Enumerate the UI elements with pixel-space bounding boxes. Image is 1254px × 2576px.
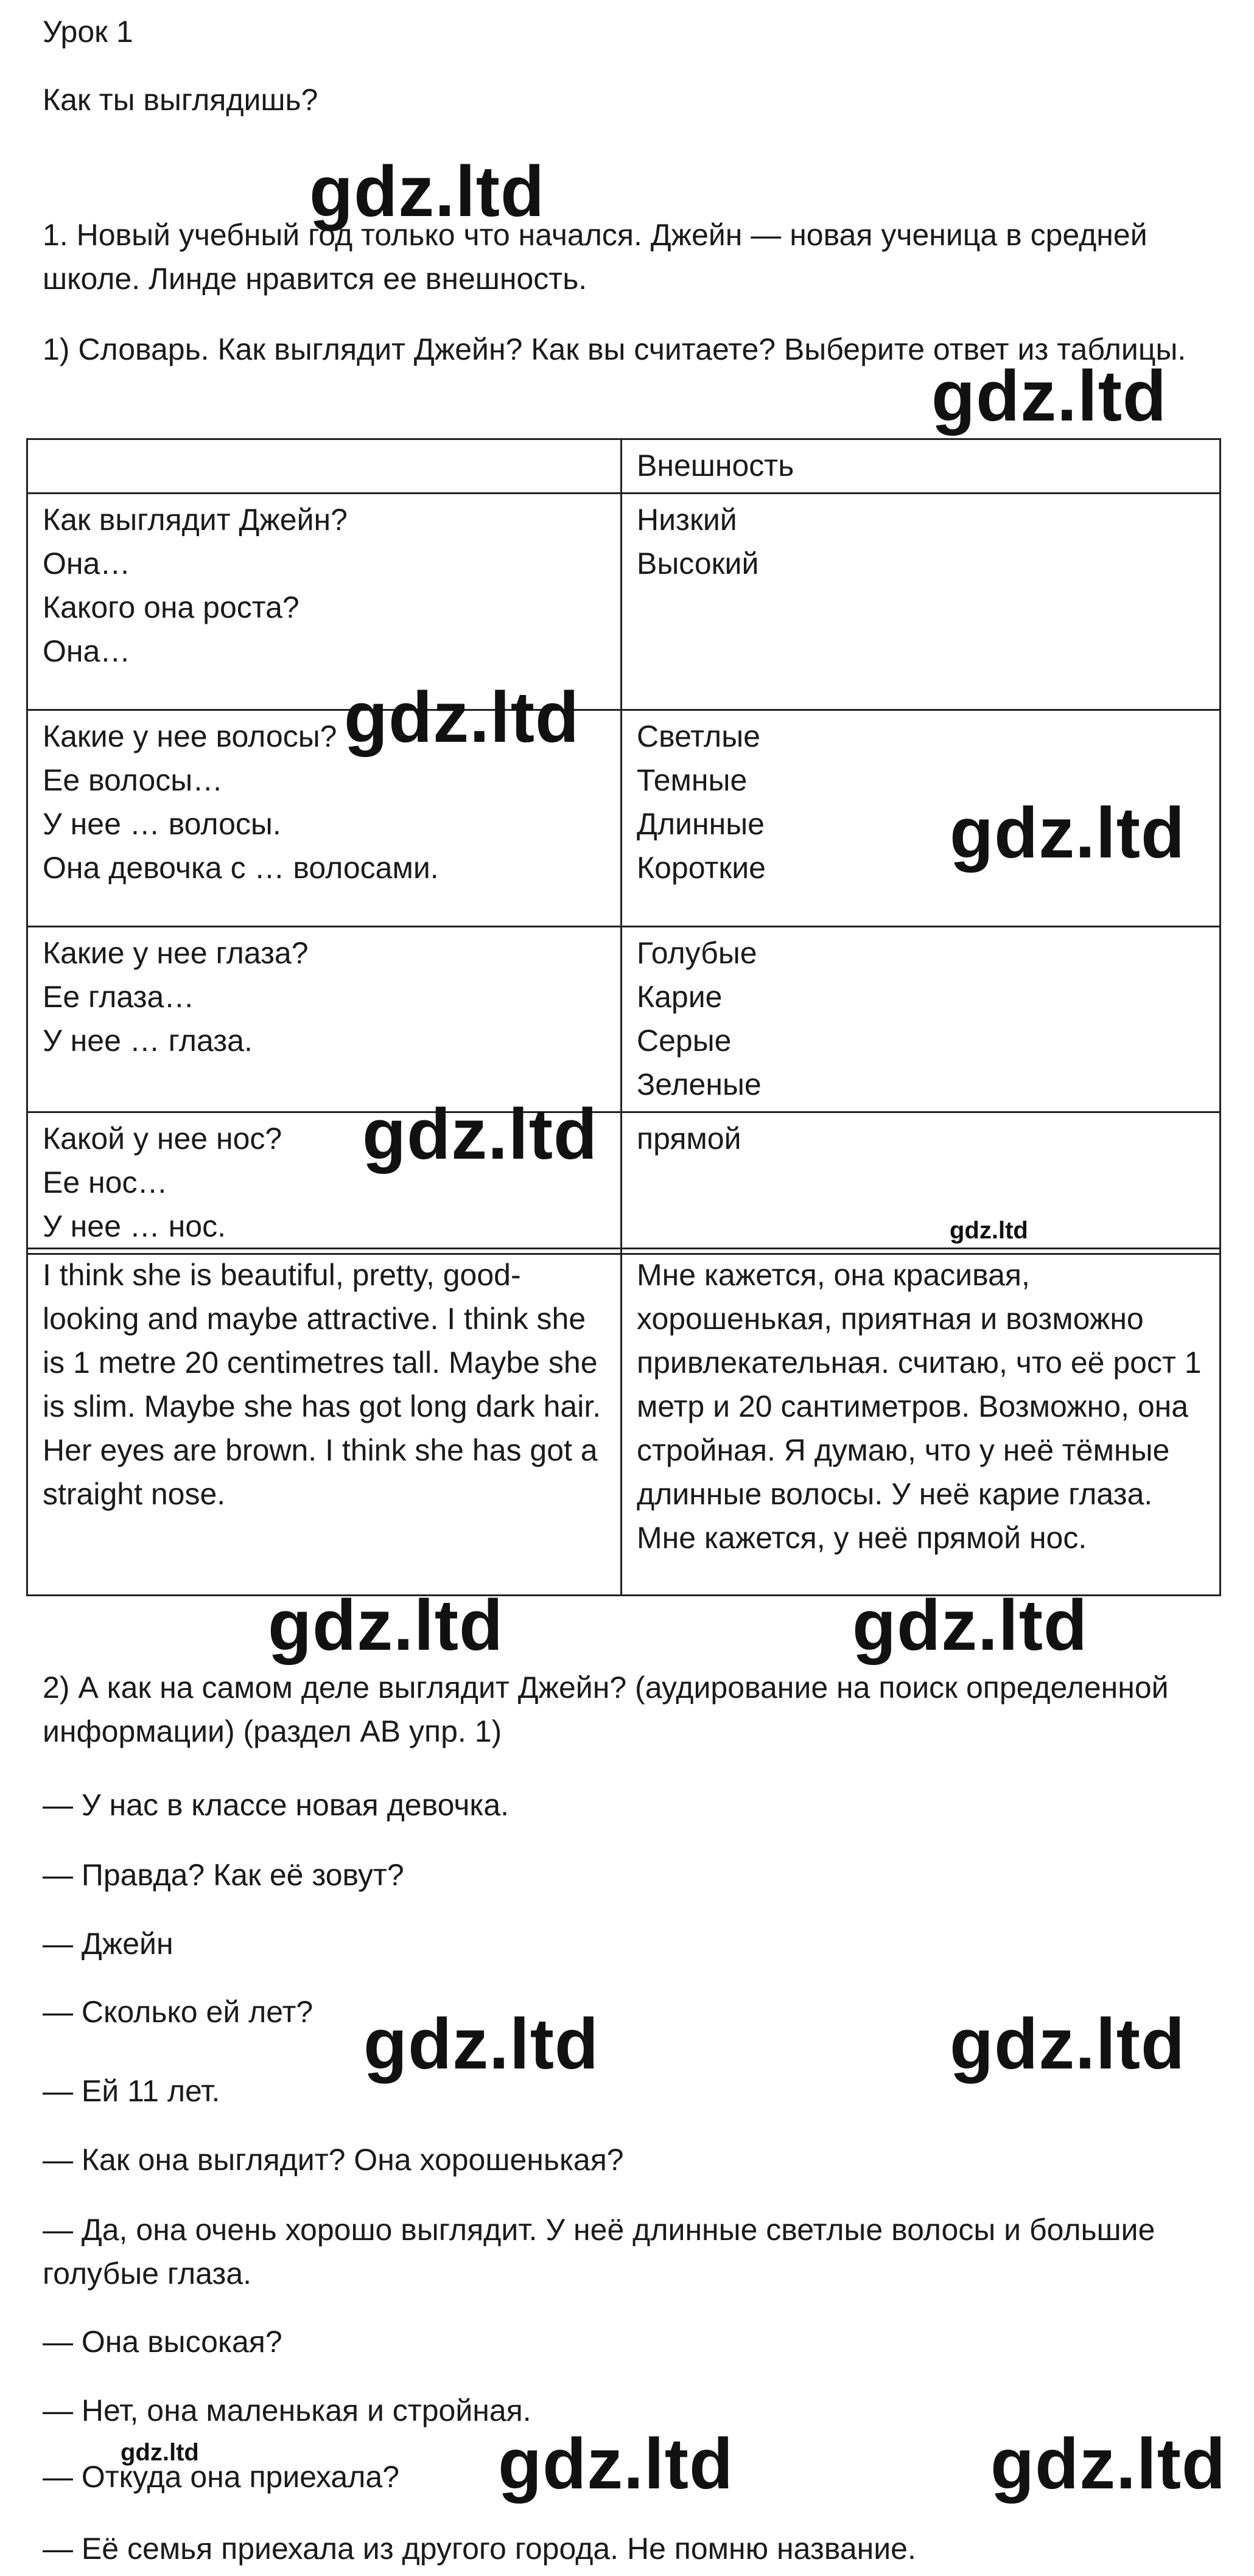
vocab-questions-cell (27, 710, 622, 927)
answer-line: Короткие (637, 851, 766, 885)
question-line: Какого она роста? (43, 590, 299, 624)
watermark: gdz.ltd (344, 677, 580, 758)
lesson-subtitle: Как ты выглядишь? (43, 83, 318, 117)
watermark: gdz.ltd (268, 1585, 504, 1666)
table-row (27, 710, 1221, 927)
table-row (27, 927, 1221, 1112)
question-line: Ее глаза… (43, 980, 195, 1014)
table-row (27, 1112, 1221, 1254)
vocab-questions-cell (27, 927, 622, 1112)
question-line: Какие у нее глаза? (43, 936, 309, 970)
question-line: Она… (43, 546, 131, 581)
question-line: Она девочка с … волосами. (43, 851, 439, 885)
task1-intro: 1. Новый учебный год только что начался. Джейн — новая ученица в средней школе. Линде нравится ее внешность. (43, 218, 1147, 296)
question-line: Какие у нее волосы? (43, 719, 337, 753)
vocab-answers-cell (622, 1112, 1221, 1254)
dialogue-line: — Да, она очень хорошо выглядит. У неё длинные светлые волосы и большие голубые глаза. (43, 2213, 1155, 2291)
question-line: У нее … глаза. (43, 1024, 253, 1058)
vocab-header-appearance: Внешность (622, 439, 1221, 494)
dialogue-line: — Она высокая? (43, 2325, 282, 2359)
answer-line: Длинные (637, 807, 765, 841)
answer-line: Высокий (637, 546, 759, 581)
answer-line: Светлые (637, 719, 760, 753)
watermark: gdz.ltd (950, 793, 1186, 873)
question-line: Ее волосы… (43, 763, 223, 797)
vocab-table-header-row (27, 439, 1221, 494)
watermark: gdz.ltd (309, 152, 545, 232)
vocab-questions-cell (27, 1112, 622, 1254)
watermark: gdz.ltd (363, 2004, 600, 2084)
answer-line: прямой (637, 1122, 741, 1156)
task1-item1: 1) Словарь. Как выглядит Джейн? Как вы считаете? Выберите ответ из таблицы. (43, 332, 1186, 366)
answer-russian-text: Мне кажется, она красивая, хорошенькая, приятная и возможно привлекательная. считаю, что её рост 1 метр и 20 сантиметров. Возможно, она стройная. Я думаю, что у неё тёмные длинные волосы. У неё карие глаза. Мне кажется, у неё прямой нос. (637, 1258, 1202, 1555)
watermark: gdz.ltd (362, 1094, 598, 1175)
dialogue-line: — Как она выглядит? Она хорошенькая? (43, 2143, 624, 2177)
answer-line: Низкий (637, 503, 737, 537)
question-line: Ее нос… (43, 1165, 168, 1199)
dialogue-line: — У нас в классе новая девочка. (43, 1788, 510, 1822)
vocab-answers-cell (622, 494, 1221, 710)
watermark: gdz.ltd (852, 1585, 1088, 1666)
question-line: У нее … нос. (43, 1209, 226, 1243)
answer-english-text: I think she is beautiful, pretty, good-looking and maybe attractive. I think she is 1 metre 20 centimetres tall. Maybe she is slim. Maybe she has got long dark hair. Her eyes are brown. I think she has got a straight nose. (43, 1258, 601, 1511)
dialogue-line: — Правда? Как её зовут? (43, 1858, 404, 1892)
answer-russian-cell (622, 1249, 1221, 1596)
answer-line: Карие (637, 980, 723, 1014)
question-line: Как выглядит Джейн? (43, 503, 348, 537)
vocab-table (26, 438, 1221, 1255)
vocab-answers-cell (622, 927, 1221, 1112)
watermark: gdz.ltd (498, 2424, 734, 2504)
dialogue-line: — Ей 11 лет. (43, 2074, 220, 2108)
question-line: Она… (43, 634, 131, 668)
watermark: gdz.ltd (121, 2439, 199, 2466)
vocab-answers-cell (622, 710, 1221, 927)
answer-table (26, 1248, 1221, 1596)
answer-line: Серые (637, 1024, 732, 1058)
table-row (27, 1249, 1221, 1596)
answer-line: Голубые (637, 936, 757, 970)
lesson-title: Урок 1 (43, 15, 133, 49)
dialogue-line: — Её семья приехала из другого города. Не помню название. (43, 2532, 916, 2566)
watermark: gdz.ltd (931, 356, 1168, 436)
dialogue-line: — Сколько ей лет? (43, 1995, 314, 2029)
watermark: gdz.ltd (950, 1217, 1028, 1244)
vocab-header-empty (27, 439, 622, 494)
dialogue-line: — Откуда она приехала? (43, 2460, 400, 2494)
answer-line: Зеленые (637, 1067, 762, 1101)
question-line: Какой у нее нос? (43, 1122, 282, 1156)
dialogue-line: — Джейн (43, 1927, 173, 1961)
dialogue-line: — Нет, она маленькая и стройная. (43, 2393, 531, 2428)
watermark: gdz.ltd (950, 2004, 1186, 2084)
question-line: У нее … волосы. (43, 807, 281, 841)
task2-item2: 2) А как на самом деле выглядит Джейн? (аудирование на поиск определенной информации) (раздел АВ упр. 1) (43, 1670, 1169, 1748)
vocab-questions-cell (27, 494, 622, 710)
table-row (27, 494, 1221, 710)
answer-english-cell (27, 1249, 622, 1596)
answer-line: Темные (637, 763, 748, 797)
watermark: gdz.ltd (990, 2424, 1227, 2504)
